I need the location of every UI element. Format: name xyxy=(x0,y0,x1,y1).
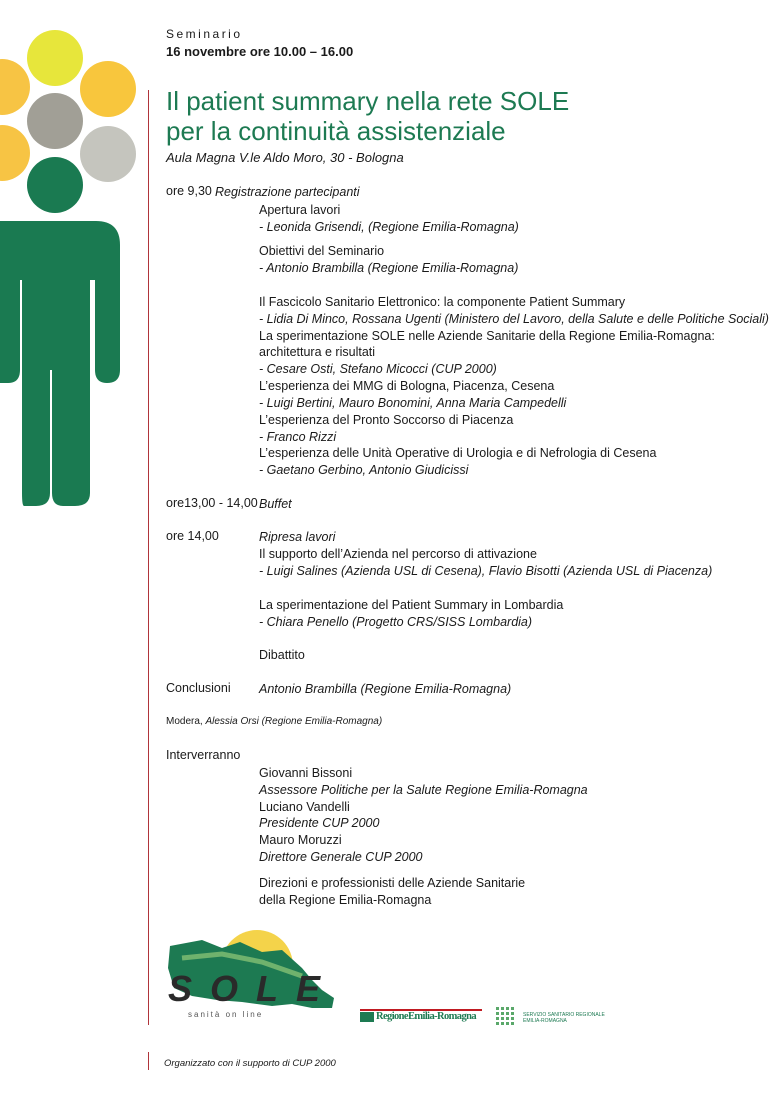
modera-line xyxy=(166,716,382,727)
urologia-speaker: - Gaetano Gerbino, Antonio Giudicissi xyxy=(259,463,469,477)
time-0930: ore 9,30 xyxy=(166,184,212,198)
guest-2-role: Presidente CUP 2000 xyxy=(259,816,380,830)
time-1400: ore 14,00 xyxy=(166,529,219,543)
sperimentazione-title-1: La sperimentazione SOLE nelle Aziende Sanitarie della Regione Emilia-Romagna: xyxy=(259,329,715,343)
ssr-logo-mark xyxy=(496,1007,518,1029)
sole-logo-subtitle: sanità on line xyxy=(188,1010,264,1019)
guest-3-name: Mauro Moruzzi xyxy=(259,833,342,847)
ssr-logo-line-2: EMILIA-ROMAGNA xyxy=(523,1018,567,1024)
interverranno-label: Interverranno xyxy=(166,748,241,762)
supporto-title: Il supporto dell’Azienda nel percorso di attivazione xyxy=(259,547,537,561)
pronto-soccorso-title: L’esperienza del Pronto Soccorso di Piacenza xyxy=(259,413,514,427)
footer-note: Organizzato con il supporto di CUP 2000 xyxy=(164,1058,336,1069)
title-line-1: Il patient summary nella rete SOLE xyxy=(166,86,570,116)
buffet: Buffet xyxy=(259,497,292,511)
urologia-title: L’esperienza delle Unità Operative di Urologia e di Nefrologia di Cesena xyxy=(259,446,657,460)
registration: Registrazione partecipanti xyxy=(215,185,360,199)
regione-emilia-romagna-logo xyxy=(360,1009,482,1025)
seminar-date: 16 novembre ore 10.00 – 16.00 xyxy=(166,44,354,59)
direzioni-line-2: della Regione Emilia-Romagna xyxy=(259,893,432,907)
footer-rule xyxy=(148,1052,149,1070)
supporto-speaker: - Luigi Salines (Azienda USL di Cesena), Flavio Bisotti (Azienda USL di Piacenza) xyxy=(259,564,713,578)
guest-2-name: Luciano Vandelli xyxy=(259,800,350,814)
ripresa-lavori: Ripresa lavori xyxy=(259,530,336,544)
venue: Aula Magna V.le Aldo Moro, 30 - Bologna xyxy=(166,150,404,165)
apertura-speaker: - Leonida Grisendi, (Regione Emilia-Romagna) xyxy=(259,220,519,234)
sperimentazione-title-2: architettura e risultati xyxy=(259,345,376,359)
apertura-title: Apertura lavori xyxy=(259,203,341,217)
modera-name: Alessia Orsi (Regione Emilia-Romagna) xyxy=(205,716,383,727)
margin-rule xyxy=(148,90,149,1025)
direzioni-line-1: Direzioni e professionisti delle Aziende Sanitarie xyxy=(259,876,526,890)
guest-1-name: Giovanni Bissoni xyxy=(259,766,353,780)
sole-logo-text: SOLE xyxy=(168,968,339,1009)
ssr-logo xyxy=(496,1007,616,1031)
lombardia-title: La sperimentazione del Patient Summary in Lombardia xyxy=(259,598,564,612)
seminar-label: Seminario xyxy=(166,27,243,41)
mmg-title: L’esperienza dei MMG di Bologna, Piacenza, Cesena xyxy=(259,379,555,393)
regione-logo-mark xyxy=(360,1012,374,1022)
title-line-2: per la continuità assistenziale xyxy=(166,116,506,146)
conclusioni-label: Conclusioni xyxy=(166,681,231,695)
page-title xyxy=(166,86,569,146)
dibattito: Dibattito xyxy=(259,648,305,662)
time-1300: ore13,00 - 14,00 xyxy=(166,496,258,510)
guest-1-role: Assessore Politiche per la Salute Regione Emilia-Romagna xyxy=(259,783,588,797)
sperimentazione-speaker: - Cesare Osti, Stefano Micocci (CUP 2000) xyxy=(259,362,497,376)
obiettivi-title: Obiettivi del Seminario xyxy=(259,244,385,258)
sole-logo xyxy=(162,928,342,1028)
fse-title: Il Fascicolo Sanitario Elettronico: la componente Patient Summary xyxy=(259,295,626,309)
mmg-speaker: - Luigi Bertini, Mauro Bonomini, Anna Maria Campedelli xyxy=(259,396,567,410)
obiettivi-speaker: - Antonio Brambilla (Regione Emilia-Romagna) xyxy=(259,261,519,275)
modera-label: Modera, xyxy=(166,716,203,727)
guest-3-role: Direttore Generale CUP 2000 xyxy=(259,850,423,864)
lombardia-speaker: - Chiara Penello (Progetto CRS/SISS Lombardia) xyxy=(259,615,533,629)
pronto-soccorso-speaker: - Franco Rizzi xyxy=(259,430,337,444)
fse-speaker: - Lidia Di Minco, Rossana Ugenti (Ministero del Lavoro, della Salute e delle Politiche Sociali) xyxy=(259,312,769,326)
ssr-logo-line-1: SERVIZIO SANITARIO REGIONALE xyxy=(523,1012,605,1018)
person-figure-illustration xyxy=(0,25,140,510)
conclusioni-speaker: Antonio Brambilla (Regione Emilia-Romagna) xyxy=(259,682,512,696)
regione-logo-text: RegioneEmilia-Romagna xyxy=(376,1011,476,1022)
